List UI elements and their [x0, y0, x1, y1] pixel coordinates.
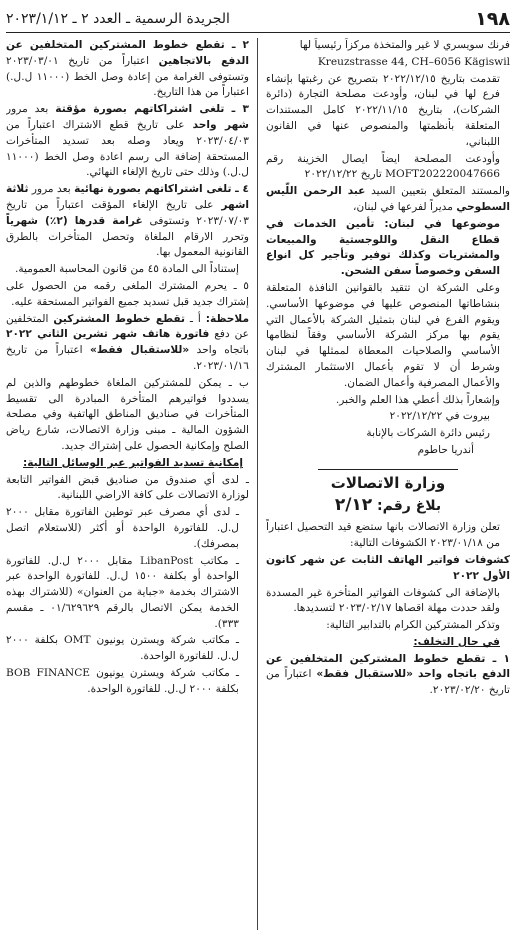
collection-announcement: تعلن وزارة الاتصالات بانها ستضع قيد التحصيل اعتباراً من ٢٠٢٣/٠١/١٨ الكشوفات التالية: [266, 521, 500, 550]
note-a: ملاحظة: أ ـ تقطع خطوط المشتركين المتخلفين عن دفع فاتورة هاتف شهر تشرين الثاني ٢٠٢٢ باتجاه واحد «للاستقبال فقط» اعتباراً من تاريخ ٢٠٢٣/٠١/١٦. [6, 312, 250, 372]
payment-methods-heading: إمكانية تسديد الفواتير عبر الوسائل التالية: [23, 456, 243, 469]
section-divider [318, 469, 458, 470]
legal-basis: إستناداً الى المادة ٤٥ من قانون المحاسبة العمومية. [14, 263, 239, 276]
measure-1: ١ ـ تقطع خطوط المشتركين المتخلفين عن الدفع باتجاه واحد «للاستقبال فقط» اعتباراً من تاريخ ٢٠٢٣/٠٢/٢٠. [266, 652, 510, 697]
signature-name: أندريا حاطوم [417, 443, 474, 456]
branch-declaration: تقدمت بتاريخ ٢٠٢٢/١٢/١٥ بتصريح عن رغبتها بإنشاء فرع لها في لبنان، وأودعت مصلحة التجارة (دائرة الشركات)، بتاريخ ٢٠٢٢/١١/١٥ كامل المستندات المتعلقة بأنظمتها والمنصوص عنها في القانون اللبناني، [266, 72, 500, 148]
statements-heading: كشوفات فواتير الهاتف الثابت عن شهر كانون الأول ٢٠٢٢ [266, 553, 510, 582]
text-columns [6, 38, 510, 930]
ministry-heading: وزارة الاتصالات [330, 473, 446, 492]
payment-method-bank: ـ لدى أي مصرف عبر توطين الفاتورة مقابل ٢٠٠٠ ل.ل. للفاتورة الواحدة أو أكثر (للاستعلام اتصل بمصرفك). [6, 506, 239, 550]
company-address: Kreuzstrasse 44, CH–6056 Kägiswil [317, 55, 510, 68]
default-heading: في حال التخلف: [413, 635, 500, 648]
manager-name: عبد الرحمن اللّيس السطوحي [266, 185, 510, 213]
page-header [6, 6, 510, 33]
reminder-intro: وتذكر المشتركين الكرام بالتدابير التالية: [326, 619, 500, 632]
signature-place-date: بيروت في ٢٠٢٢/١٢/٢٢ [389, 410, 490, 423]
bulletin-number: ٢/١٢ [334, 494, 373, 515]
measure-5: ٥ ـ يحرم المشترك الملغى رقمه من الحصول على إشتراك جديد قبل تسديد جميع الفواتير المستحقة عليه. [6, 279, 249, 308]
measure-2: ٢ ـ تقطع خطوط المشتركين المتخلفين عن الدفع بالاتجاهين اعتباراً من تاريخ ٢٠٢٣/٠٣/٠١ وتستوفى الغرامة من إعادة وصل الخط (١١٠٠٠ ل.ل.) اعتباراً من هذا التاريخ. [6, 39, 249, 99]
company-capital-text: فرنك سويسري لا غير والمتخذة مركزاً رئيسياً لها [299, 39, 510, 51]
measure-4: ٤ ـ تلغى اشتراكاتهم بصورة نهائية بعد مرور ثلاثة اشهر على تاريخ الإلغاء المؤقت اعتباراً من تاريخ ٢٠٢٣/٠٧/٠٣ وتستوفى غرامة قدرها (٢٪) شهرياً وتحرر الارقام الملغاة وتحصل المتأخرات بالطرق القانونية المعمول بها. [6, 183, 249, 259]
payment-method-fund: ـ لدى أي صندوق من صناديق قبض الفواتير التابعة لوزارة الاتصالات على كافة الاراضي اللبنانية. [6, 473, 249, 502]
measure-3: ٣ ـ تلغى اشتراكاتهم بصورة مؤقتة بعد مرور شهر واحد على تاريخ قطع الاشتراك اعتباراً من ٢٠٢٣/٠٤/٠٣ ويعاد وصله بعد تسديد المتأخرات المستحقة إضافة الى رسم اعادة وصل الخط (١١٠٠٠ ل.ل.) وذلك حتى تاريخ الإلغاء النهائي. [6, 103, 249, 179]
company-obligations: وعلى الشركة ان تتقيد بالقوانين النافذة المتعلقة بنشاطاتها المنصوص عليها في موضوعها الأساسي. ويقوم الفرع في لبنان بتمثيل الشركة بالأعمال التي يقوم بها مركز الشركة الأساسي وفقاً لنظامها الأساسي والصلاحيات المعطاة لممثلها في لبنان وشرط أن لا تقوم بأعمال الاستثمار المشترك والأعمال المصرفية وأعمال الضمان. [266, 281, 500, 389]
journal-title: الجريدة الرسمية ـ العدد ٢ ـ ٢٠٢٣/١/١٢ [6, 11, 230, 27]
left-column [6, 38, 258, 930]
bulletin-heading: بلاغ رقم: ٢/١٢ [334, 494, 442, 515]
note-b: ب ـ يمكن للمشتركين الملغاة خطوطهم والذين لم يسددوا فواتيرهم المتأخرة المبادرة الى تقسيط المتأخرات في صناديق المناطق الهاتفية وفي مصلحة الشؤون المالية ـ مبنى وزارة الاتصالات، شارع رياض الصلح وإمكانية الحصول على إشتراك جديد. [6, 376, 249, 452]
manager-appointment: والمستند المتعلق بتعيين السيد عبد الرحمن اللّيس السطوحي مديراً لفرعها في لبنان، [266, 185, 510, 213]
page-number: ١٩٨ [475, 8, 510, 30]
payment-method-libanpost: ـ مكاتب LibanPost مقابل ٢٠٠٠ ل.ل. للفاتورة الواحدة أو بكلفة ١٥٠٠ ل.ل. للفاتورة الواحدة عبر الاشتراك بخدمة «جباية من العنوان» (للاشتراك بهذه الخدمة يمكن الاتصال بالرقم ٠١/٦٢٩٦٢٩ ـ مقسم ٣٣٣). [6, 554, 240, 630]
objective-label: موضوعها في لبنان: [384, 217, 501, 230]
company-objective: موضوعها في لبنان: تأمين الخدمات في قطاع النقل واللوجستية والمبيعات والمشتريات وكذلك توفير وتأجير كل انواع السفن وخصوصاً سفن الشحن. [266, 217, 501, 278]
right-column [258, 38, 510, 930]
payment-method-bob-finance: ـ مكاتب شركة ويسترن يونيون BOB FINANCE بكلفة ٢٠٠٠ ل.ل. للفاتورة الواحدة. [6, 667, 239, 695]
treasury-receipt: وأودعت المصلحة ايضاً ايصال الخزينة رقم MOFT202220047666 تاريخ ٢٠٢٢/١٢/٢٢ [266, 152, 500, 181]
payment-method-omt: ـ مكاتب شركة ويسترن يونيون OMT بكلفة ٢٠٠٠ ل.ل. للفاتورة الواحدة. [6, 634, 239, 663]
signature-title: رئيس دائرة الشركات بالإنابة [366, 427, 490, 440]
overdue-deadline: بالإضافة الى كشوفات الفواتير المتأخرة غير المسددة ولقد حددت مهلة اقصاها ٢٠٢٣/٠٢/١٧ لتسديدها. [266, 586, 500, 615]
notice-closing: وإشعاراً بذلك أعطي هذا العلم والخبر. [335, 393, 500, 406]
